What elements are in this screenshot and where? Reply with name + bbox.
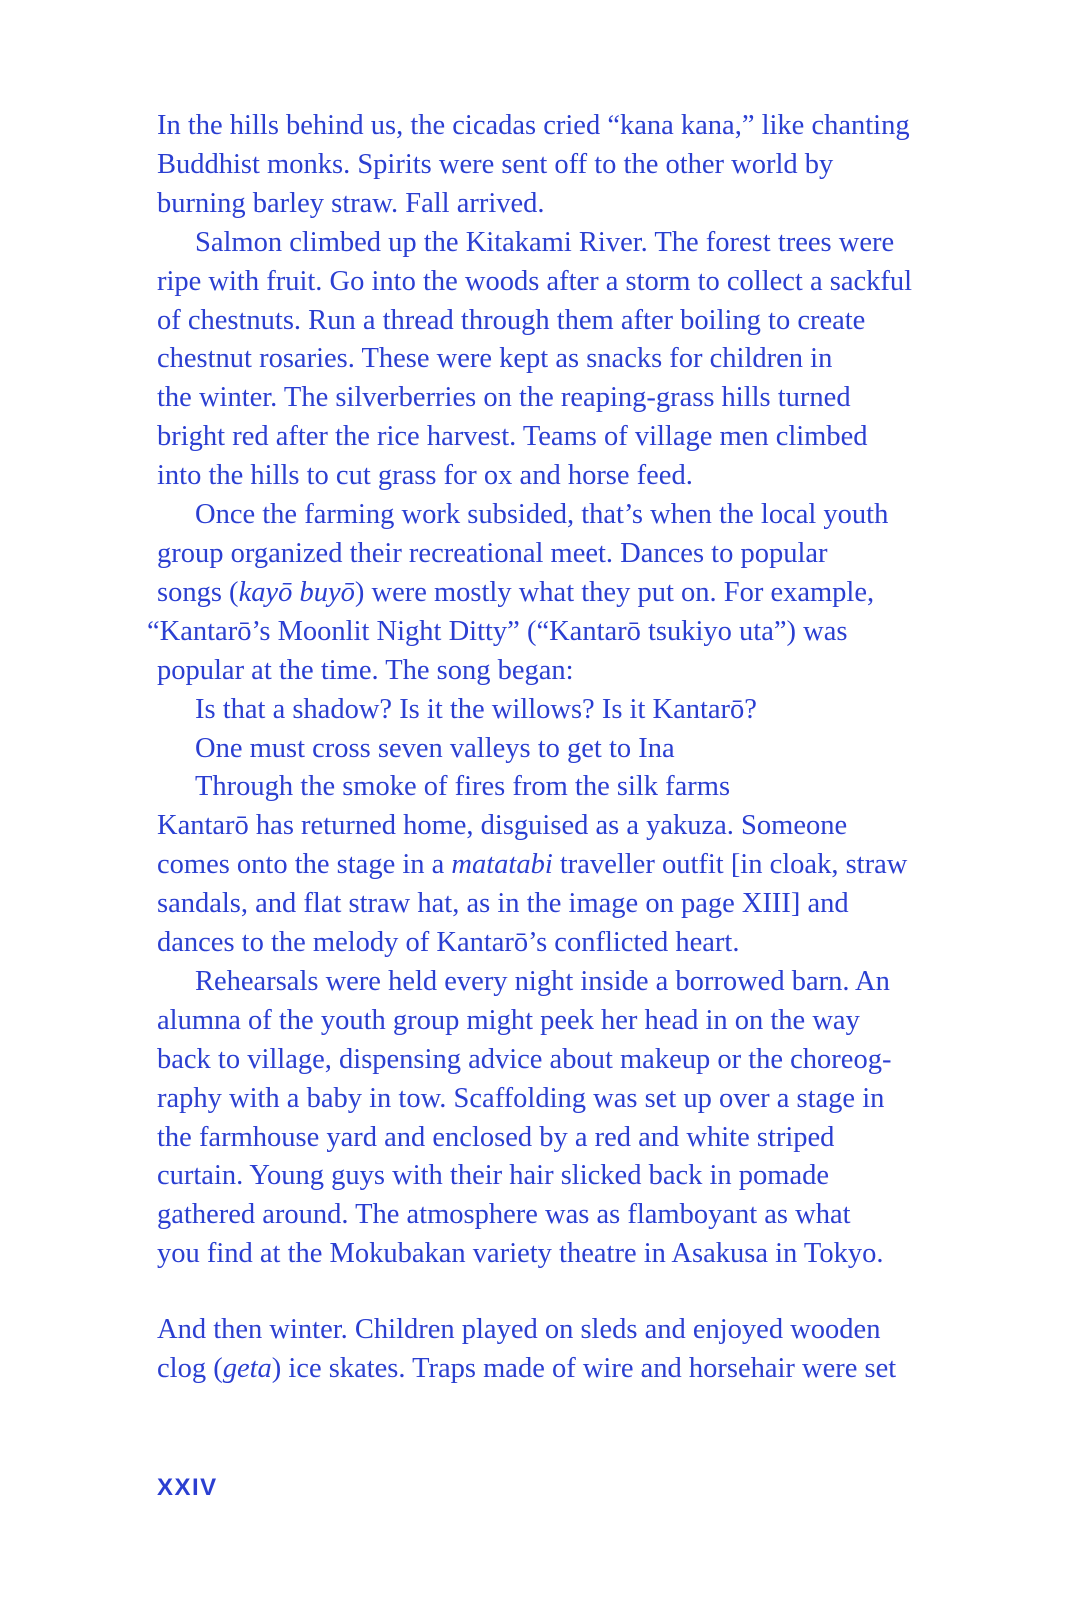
text-line: Rehearsals were held every night inside a borrowed barn. An — [195, 965, 890, 997]
text-line: dances to the melody of Kantarō’s conflicted heart. — [157, 927, 740, 959]
song-lyric-line: One must cross seven valleys to get to Ina — [195, 732, 675, 764]
text-run: traveller outfit [in cloak, straw — [552, 849, 908, 881]
text-line: In the hills behind us, the cicadas cried “kana kana,” like chanting — [157, 110, 910, 141]
text-line — [157, 1350, 927, 1389]
text-line: popular at the time. The song began: — [157, 654, 574, 686]
text-run: songs ( — [157, 576, 239, 608]
page-number: XXIV — [157, 1474, 218, 1501]
text-run: clog ( — [157, 1352, 223, 1384]
text-line: chestnut rosaries. These were kept as snacks for children in — [157, 343, 833, 375]
text-line: bright red after the rice harvest. Teams of village men climbed — [157, 421, 868, 453]
text-line: gathered around. The atmosphere was as flamboyant as what — [157, 1199, 851, 1231]
text-run: ) were mostly what they put on. For example, — [354, 576, 875, 608]
song-lyric-line: Is that a shadow? Is it the willows? Is it Kantarō? — [195, 693, 757, 725]
text-line: Kantarō has returned home, disguised as a yakuza. Someone — [157, 810, 848, 842]
text-line: burning barley straw. Fall arrived. — [157, 187, 545, 219]
text-line: into the hills to cut grass for ox and horse feed. — [157, 460, 693, 492]
text-line: the farmhouse yard and enclosed by a red and white striped — [157, 1121, 835, 1153]
text-line: the winter. The silverberries on the reaping-grass hills turned — [157, 382, 851, 414]
text-line: raphy with a baby in tow. Scaffolding was set up over a stage in — [157, 1082, 885, 1114]
text-line: Once the farming work subsided, that’s when the local youth — [195, 499, 889, 531]
body-text-block — [147, 107, 927, 1274]
text-line — [157, 846, 927, 885]
text-line: curtain. Young guys with their hair slicked back in pomade — [157, 1160, 830, 1192]
text-run: comes onto the stage in a — [157, 849, 452, 881]
text-line: sandals, and flat straw hat, as in the image on page XIII] and — [157, 888, 849, 920]
text-line: you find at the Mokubakan variety theatre in Asakusa in Tokyo. — [157, 1238, 884, 1270]
song-lyric-line: Through the smoke of fires from the silk farms — [195, 771, 731, 803]
italic-term: kayō buyō — [238, 576, 355, 608]
text-run: ) ice skates. Traps made of wire and horsehair were set — [271, 1352, 897, 1384]
text-line: Salmon climbed up the Kitakami River. The forest trees were — [195, 226, 895, 258]
text-line: of chestnuts. Run a thread through them after boiling to create — [157, 304, 866, 336]
body-text-block — [157, 1311, 927, 1389]
italic-term: matatabi — [451, 849, 553, 881]
text-line: And then winter. Children played on sleds and enjoyed wooden — [157, 1314, 881, 1345]
text-line — [157, 574, 927, 613]
text-line: group organized their recreational meet. Dances to popular — [157, 537, 828, 569]
italic-term: geta — [222, 1352, 272, 1384]
text-line: ripe with fruit. Go into the woods after a storm to collect a sackful — [157, 265, 913, 297]
text-line: alumna of the youth group might peek her head in on the way — [157, 1004, 860, 1036]
text-line: back to village, dispensing advice about makeup or the choreog- — [157, 1043, 892, 1075]
text-line: Buddhist monks. Spirits were sent off to the other world by — [157, 148, 834, 180]
text-line: “Kantarō’s Moonlit Night Ditty” (“Kantarō tsukiyo uta”) was — [147, 615, 848, 647]
